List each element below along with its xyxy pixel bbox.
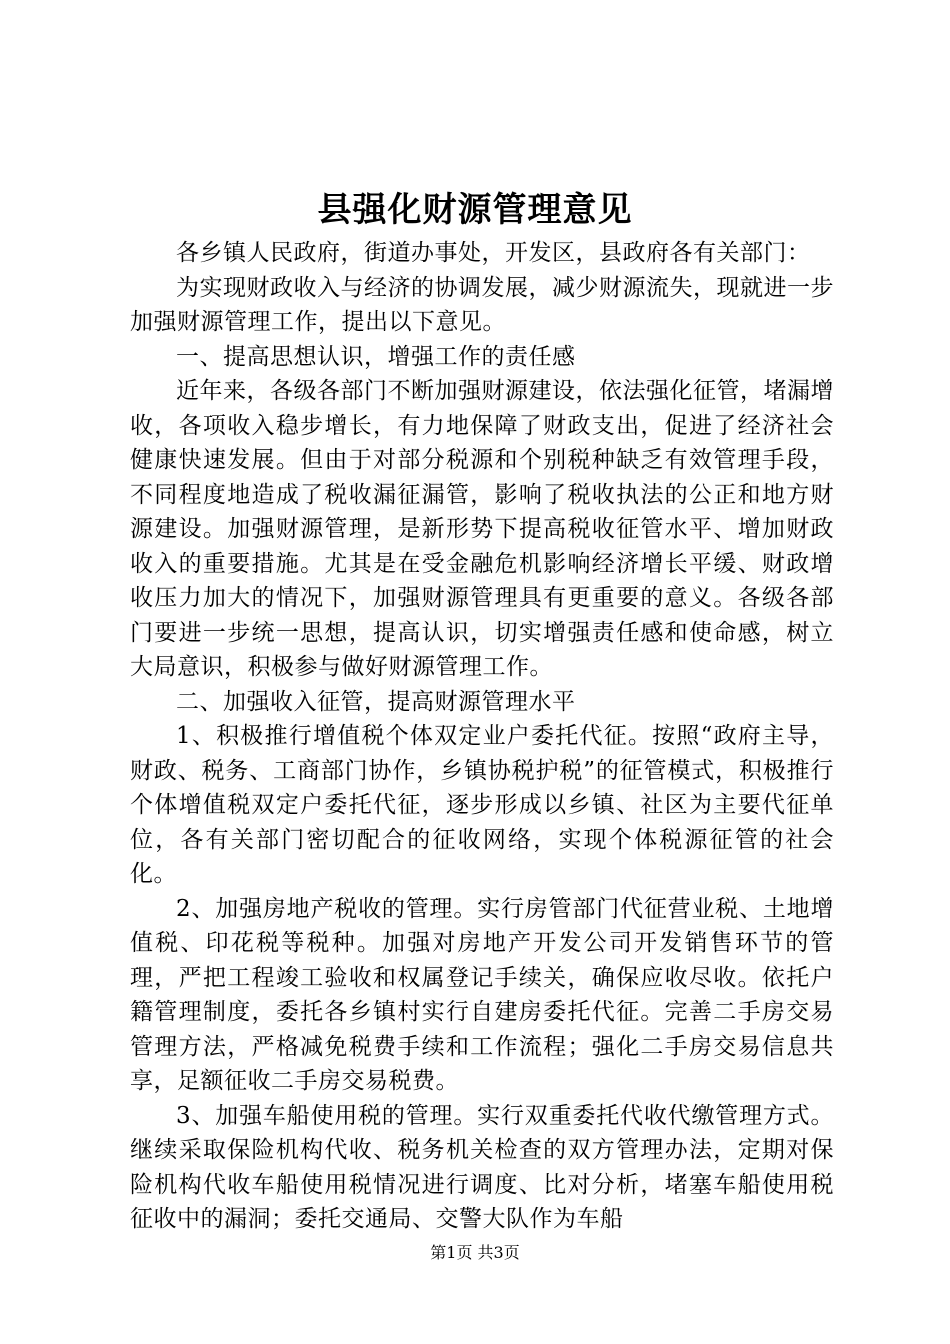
paragraph-item-1: 1、积极推行增值税个体双定业户委托代征。按照“政府主导，财政、税务、工商部门协作，乡镇协税护税”的征管模式，积极推行个体增值税双定户委托代征，逐步形成以乡镇、社区为主要代征单位，各有关部门密切配合的征收网络，实现个体税源征管的社会化。 [130, 723, 834, 887]
paragraph-intro: 为实现财政收入与经济的协调发展，减少财源流失，现就进一步加强财源管理工作，提出以下意见。 [130, 274, 834, 335]
paragraph-item-2: 2、加强房地产税收的管理。实行房管部门代征营业税、土地增值税、印花税等税种。加强对房地产开发公司开发销售环节的管理，严把工程竣工验收和权属登记手续关，确保应收尽收。依托户籍管理制度，委托各乡镇村实行自建房委托代征。完善二手房交易管理方法，严格减免税费手续和工作流程；强化二手房交易信息共享，足额征收二手房交易税费。 [130, 895, 834, 1094]
document-body [130, 236, 834, 1237]
section-heading-1: 一、提高思想认识，增强工作的责任感 [176, 343, 576, 370]
page-footer: 第1页 共3页 [430, 1243, 520, 1262]
paragraph-section-1: 近年来，各级各部门不断加强财源建设，依法强化征管，堵漏增收，各项收入稳步增长，有力地保障了财政支出，促进了经济社会健康快速发展。但由于对部分税源和个别税种缺乏有效管理手段，不同程度地造成了税收漏征漏管，影响了税收执法的公正和地方财源建设。加强财源管理，是新形势下提高税收征管水平、增加财政收入的重要措施。尤其是在受金融危机影响经济增长平缓、财政增收压力加大的情况下，加强财源管理具有更重要的意义。各级各部门要进一步统一思想，提高认识，切实增强责任感和使命感，树立大局意识，积极参与做好财源管理工作。 [130, 378, 834, 680]
paragraph-item-3: 3、加强车船使用税的管理。实行双重委托代收代缴管理方式。继续采取保险机构代收、税务机关检查的双方管理办法，定期对保险机构代收车船使用税情况进行调度、比对分析，堵塞车船使用税征收中的漏洞；委托交通局、交警大队作为车船 [130, 1102, 834, 1232]
section-heading-2: 二、加强收入征管，提高财源管理水平 [176, 688, 576, 715]
paragraph-addressee: 各乡镇人民政府，街道办事处，开发区，县政府各有关部门： [176, 240, 811, 266]
document-title: 县强化财源管理意见 [317, 190, 633, 230]
